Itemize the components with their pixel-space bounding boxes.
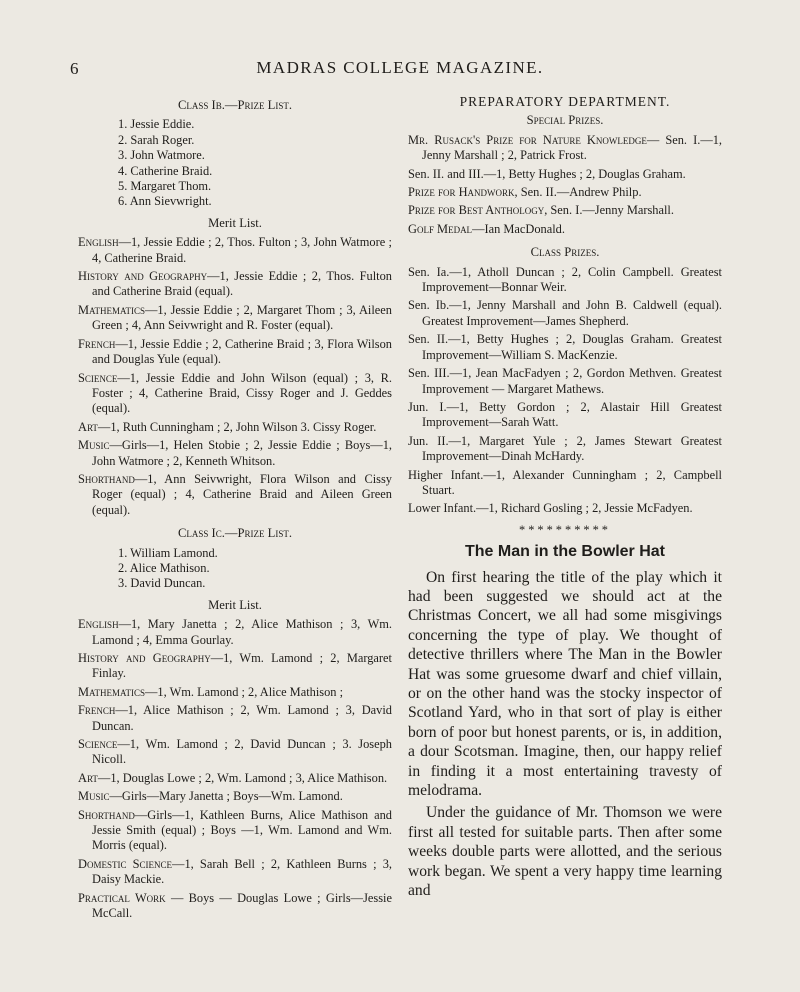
special-prizes-heading: Special Prizes. xyxy=(526,113,604,128)
class-ic-prize-list xyxy=(78,546,392,592)
subject-label: Art xyxy=(78,770,98,785)
list-item: 1. Jessie Eddie. xyxy=(118,117,195,132)
prize-label: Mr. Rusack's Prize for Nature Knowledge xyxy=(408,132,647,147)
running-title: MADRAS COLLEGE MAGAZINE. xyxy=(256,58,544,77)
merit-entry xyxy=(78,857,392,888)
merit-entry xyxy=(78,891,392,922)
merit-entry xyxy=(78,438,392,469)
prize-text: , Sen. I.—Jenny Marshall. xyxy=(544,203,674,218)
subject-label: Shorthand xyxy=(78,807,135,822)
merit-entry xyxy=(78,651,392,682)
merit-text: —1, Jessie Eddie ; 2, Thos. Fulton and Catherine Braid (equal). xyxy=(92,269,392,299)
prize-entry xyxy=(408,133,722,164)
class-ic-heading: Class Ic.—Prize List. xyxy=(178,526,292,541)
class-prize-entry: Sen. Ib.—1, Jenny Marshall and John B. Caldwell (equal). Greatest Improvement—James Shepherd. xyxy=(408,298,722,328)
merit-text: —Girls—1, Helen Stobie ; 2, Jessie Eddie ; Boys—1, John Watmore ; 2, Kenneth Whitson. xyxy=(92,438,392,468)
section-separator: ********** xyxy=(519,522,611,537)
right-column xyxy=(408,94,722,903)
class-prize-entry: Jun. II.—1, Margaret Yule ; 2, James Stewart Greatest Improvement—Dinah McHardy. xyxy=(408,433,722,464)
merit-text: —1, Wm. Lamond ; 2, David Duncan ; 3. Joseph Nicoll. xyxy=(92,737,392,767)
merit-entry xyxy=(78,685,392,700)
merit-text: —1, Ann Seivwright, Flora Wilson and Cissy Roger (equal) ; 4, Catherine Braid and Aileen Green (equal). xyxy=(92,471,392,517)
list-item: 3. John Watmore. xyxy=(118,148,205,163)
prize-text: —Ian MacDonald. xyxy=(472,221,565,236)
list-item: 4. Catherine Braid. xyxy=(118,163,213,178)
prize-label: Golf Medal xyxy=(408,221,473,236)
left-column xyxy=(78,94,392,925)
class-prize-entry: Higher Infant.—1, Alexander Cunningham ; 2, Campbell Stuart. xyxy=(408,467,722,497)
merit-entry xyxy=(78,617,392,648)
list-item: 5. Margaret Thom. xyxy=(118,179,212,194)
merit-entry xyxy=(78,235,392,266)
class-ib-merit-list xyxy=(78,235,392,518)
subject-label: Mathematics xyxy=(78,684,146,699)
merit-text: —1, Mary Janetta ; 2, Alice Mathison ; 3, Wm. Lamond ; 4, Emma Gourlay. xyxy=(92,617,392,647)
merit-text: —1, Jessie Eddie and John Wilson (equal) ; 3, R. Foster ; 4, Catherine Braid, Cissy Roger and J. Geddes (equal). xyxy=(92,370,392,416)
subject-label: History and Geography xyxy=(78,651,211,665)
list-item: 2. Alice Mathison. xyxy=(118,560,210,575)
merit-text: —1, Douglas Lowe ; 2, Wm. Lamond ; 3, Alice Mathison. xyxy=(97,770,388,785)
merit-entry xyxy=(78,703,392,734)
subject-label: Music xyxy=(78,438,110,453)
merit-entry xyxy=(78,420,392,435)
subject-label: Mathematics xyxy=(78,302,146,317)
class-ic-merit-heading: Merit List. xyxy=(208,597,262,612)
merit-text: —1, Jessie Eddie ; 2, Thos. Fulton ; 3, John Watmore ; 4, Catherine Braid. xyxy=(92,235,392,265)
subject-label: Shorthand xyxy=(78,471,135,486)
merit-entry xyxy=(78,737,392,768)
merit-entry xyxy=(78,771,392,786)
merit-text: —1, Wm. Lamond ; 2, Alice Mathison ; xyxy=(145,684,344,699)
subject-label: Science xyxy=(78,370,118,385)
class-prizes-list xyxy=(408,265,722,517)
list-item: 2. Sarah Roger. xyxy=(118,132,195,147)
merit-entry xyxy=(78,472,392,518)
class-ib-merit-heading: Merit List. xyxy=(208,215,262,230)
article-paragraph: Under the guidance of Mr. Thomson we were first all tested for suitable parts. Then after some weeks double parts were allotted, and the serious work began. We spent a very happy time learning and xyxy=(408,804,722,900)
merit-text: —Girls—Mary Janetta ; Boys—Wm. Lamond. xyxy=(109,789,343,804)
class-ib-heading: Class Ib.—Prize List. xyxy=(178,98,292,112)
list-item: 3. David Duncan. xyxy=(118,576,206,591)
merit-text: — Boys — Douglas Lowe ; Girls—Jessie McCall. xyxy=(92,890,392,921)
merit-text: —Girls—1, Kathleen Burns, Alice Mathison and Jessie Smith (equal) ; Boys —1, Wm. Lamond and Wm. Morris (equal). xyxy=(92,807,392,853)
prize-text: — Sen. I.—1, Jenny Marshall ; 2, Patrick Frost. xyxy=(422,132,722,163)
merit-entry xyxy=(78,269,392,300)
list-item: 1. William Lamond. xyxy=(118,545,218,560)
class-prize-entry: Sen. Ia.—1, Atholl Duncan ; 2, Colin Campbell. Greatest Improvement—Bonnar Weir. xyxy=(408,264,722,295)
merit-entry xyxy=(78,371,392,417)
subject-label: Domestic Science xyxy=(78,856,173,871)
class-prize-entry: Sen. III.—1, Jean MacFadyen ; 2, Gordon Methven. Greatest Improvement — Margaret Mathews. xyxy=(408,366,722,396)
subject-label: English xyxy=(78,235,119,250)
class-ib-prize-list xyxy=(78,117,392,209)
prize-entry xyxy=(408,203,722,218)
merit-text: —1, Ruth Cunningham ; 2, John Wilson 3. Cissy Roger. xyxy=(97,419,377,434)
article-body xyxy=(408,568,722,901)
merit-entry xyxy=(78,303,392,334)
class-prizes-heading: Class Prizes. xyxy=(530,245,600,260)
subject-label: History and Geography xyxy=(78,269,208,284)
class-ic-merit-list xyxy=(78,617,392,921)
list-item: 6. Ann Sievwright. xyxy=(118,194,212,209)
merit-entry xyxy=(78,808,392,854)
prize-label: Prize for Handwork xyxy=(408,185,515,200)
merit-text: —1, Wm. Lamond ; 2, Margaret Finlay. xyxy=(92,651,392,681)
merit-text: —1, Jessie Eddie ; 2, Margaret Thom ; 3, Aileen Green ; 4, Ann Seivwright and R. Foster (equal). xyxy=(92,302,392,333)
prize-text: , Sen. II.—Andrew Philp. xyxy=(514,185,642,200)
article-title: The Man in the Bowler Hat xyxy=(464,543,665,561)
subject-label: Practical Work xyxy=(78,890,166,905)
article-paragraph: On first hearing the title of the play which it had been suggested we should act at the Christmas Concert, we all had some misgivings concerning the type of play. We thought of detective thrillers where The Man in the Bowler Hat was some gruesome dwarf and chief villain, or on the other hand was the stocky inspector of Scotland Yard, who in that sort of play is either born of poor but honest parents, or is, in addition, a dour Scotsman. Imagine, then, our happy relief in finding it a most entertaining travesty of melodrama. xyxy=(408,568,722,800)
subject-label: French xyxy=(78,703,116,718)
merit-text: —1, Alice Mathison ; 2, Wm. Lamond ; 3, David Duncan. xyxy=(92,703,392,733)
prize-entry xyxy=(408,185,722,200)
prize-text: Sen. II. and III.—1, Betty Hughes ; 2, Douglas Graham. xyxy=(408,166,686,181)
merit-text: —1, Sarah Bell ; 2, Kathleen Burns ; 3, Daisy Mackie. xyxy=(92,856,393,887)
department-heading: PREPARATORY DEPARTMENT. xyxy=(459,94,671,109)
page-number: 6 xyxy=(70,59,79,78)
class-prize-entry: Jun. I.—1, Betty Gordon ; 2, Alastair Hill Greatest Improvement—Sarah Watt. xyxy=(408,399,722,430)
merit-entry xyxy=(78,789,392,804)
prize-entry xyxy=(408,222,722,237)
special-prizes-list xyxy=(408,133,722,237)
prize-entry xyxy=(408,167,722,182)
merit-text: —1, Jessie Eddie ; 2, Catherine Braid ; 3, Flora Wilson and Douglas Yule (equal). xyxy=(92,336,392,367)
class-prize-entry: Lower Infant.—1, Richard Gosling ; 2, Jessie McFadyen. xyxy=(408,501,693,516)
subject-label: Science xyxy=(78,737,118,752)
prize-label: Prize for Best Anthology xyxy=(408,203,545,218)
subject-label: Music xyxy=(78,789,110,804)
subject-label: English xyxy=(78,617,119,632)
class-prize-entry: Sen. II.—1, Betty Hughes ; 2, Douglas Graham. Greatest Improvement—William S. MacKenzie. xyxy=(408,332,722,362)
merit-entry xyxy=(78,337,392,368)
subject-label: French xyxy=(78,336,116,351)
subject-label: Art xyxy=(78,419,98,434)
